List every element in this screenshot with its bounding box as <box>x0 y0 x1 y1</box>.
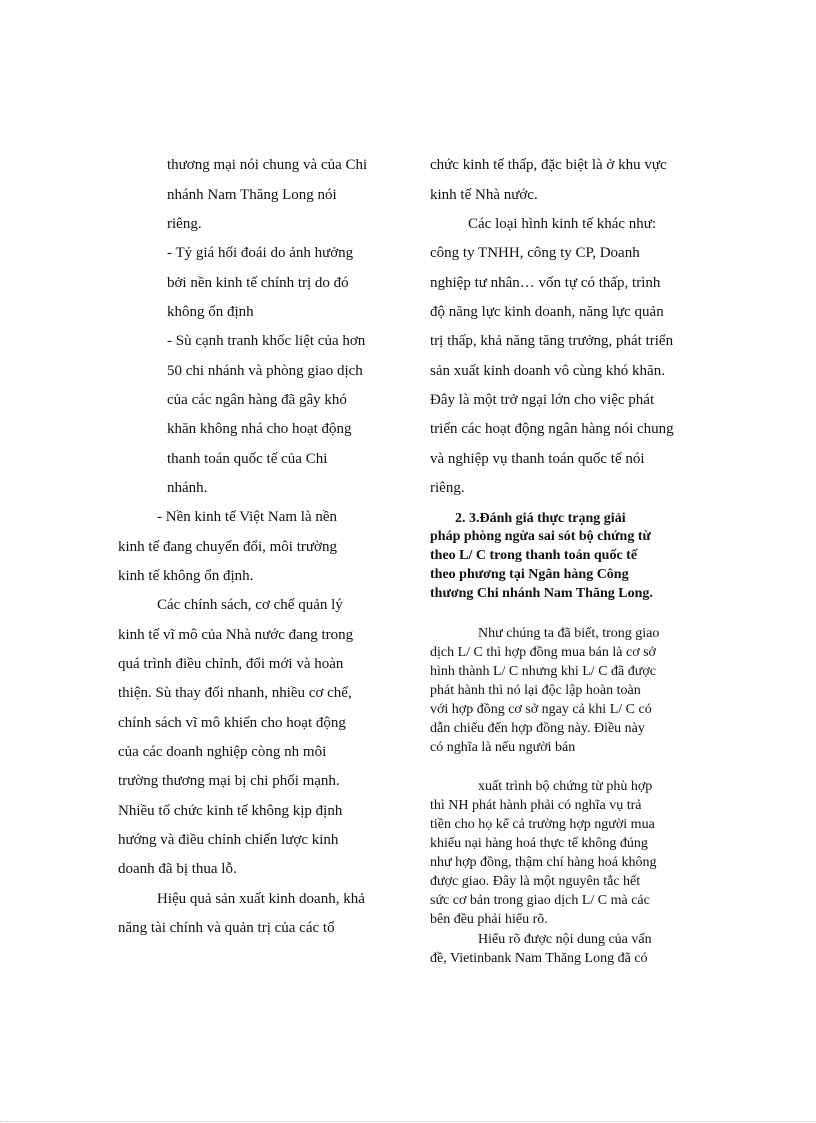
text-line: dịch L/ C thì hợp đồng mua bán là cơ sở <box>430 645 656 660</box>
text-line: quá trình điều chỉnh, đổi mới và hoàn <box>118 656 344 672</box>
text-line: - Tỷ giá hối đoái do ảnh hưởng <box>167 245 354 261</box>
text-line: nhánh. <box>167 480 208 496</box>
text-line: của các doanh nghiệp còng nh môi <box>118 744 327 760</box>
text-line: triển các hoạt động ngân hàng nói chung <box>430 421 674 437</box>
text-line: Hiệu quả sản xuất kinh doanh, khả <box>157 891 365 907</box>
text-line: kinh tế vĩ mô của Nhà nước đang trong <box>118 627 354 643</box>
text-line: trị thấp, khả năng tăng trưởng, phát triển <box>430 333 674 349</box>
text-line: bên đều phải hiểu rõ. <box>430 912 548 927</box>
text-line: bởi nền kinh tế chính trị do đó <box>167 275 349 291</box>
page-bottom-divider <box>0 1121 816 1122</box>
text-line: doanh đã bị thua lỗ. <box>118 861 237 877</box>
text-line: - Sù cạnh tranh khốc liệt của hơn <box>167 333 366 349</box>
text-line: có nghĩa là nếu người bán <box>430 740 576 755</box>
text-line: kinh tế đang chuyển đổi, môi trường <box>118 539 337 555</box>
text-line: Nhiều tổ chức kinh tế không kịp định <box>118 803 343 819</box>
text-line: thanh toán quốc tế của Chi <box>167 451 328 467</box>
text-line: nghiệp tư nhân… vốn tự có thấp, trình <box>430 275 661 291</box>
text-line: chức kinh tế thấp, đặc biệt là ở khu vực <box>430 157 667 173</box>
text-line: như hợp đồng, thậm chí hàng hoá không <box>430 855 657 870</box>
text-line: với hợp đồng cơ sở ngay cả khi L/ C có <box>430 702 652 717</box>
text-line: sức cơ bản trong giao dịch L/ C mà các <box>430 893 650 908</box>
text-line: riêng. <box>430 480 465 496</box>
text-line: hình thành L/ C nhưng khi L/ C đã được <box>430 664 656 679</box>
text-line: riêng. <box>167 216 202 232</box>
text-line: Như chúng ta đã biết, trong giao <box>478 626 660 641</box>
text-line: Các chính sách, cơ chế quản lý <box>157 597 343 613</box>
text-line: kinh tế Nhà nước. <box>430 187 538 203</box>
text-line: trường thương mại bị chi phối mạnh. <box>118 773 340 789</box>
text-line: thì NH phát hành phải có nghĩa vụ trả <box>430 798 642 813</box>
text-line: dẫn chiếu đến hợp đồng này. Điều này <box>430 721 645 736</box>
text-line: xuất trình bộ chứng từ phù hợp <box>478 779 653 794</box>
text-line: không ổn định <box>167 304 254 320</box>
text-line: Hiểu rõ được nội dung của vấn <box>478 932 652 947</box>
heading-line: 2. 3.Đánh giá thực trạng giải <box>455 511 626 526</box>
text-line: Đây là một trở ngại lớn cho việc phát <box>430 392 655 408</box>
text-line: độ năng lực kinh doanh, năng lực quản <box>430 304 664 320</box>
text-line: của các ngân hàng đã gây khó <box>167 392 347 408</box>
text-line: thương mại nói chung và của Chi <box>167 157 368 173</box>
text-line: được giao. Đây là một nguyên tắc hết <box>430 874 641 889</box>
heading-line: pháp phòng ngừa sai sót bộ chứng từ <box>430 529 651 544</box>
text-line: đề, Vietinbank Nam Thăng Long đã có <box>430 951 648 966</box>
text-line: Các loại hình kinh tế khác như: <box>468 216 657 232</box>
text-line: năng tài chính và quản trị của các tổ <box>118 920 335 936</box>
text-line: và nghiệp vụ thanh toán quốc tế nói <box>430 451 645 467</box>
text-line: chính sách vĩ mô khiến cho hoạt động <box>118 715 346 731</box>
text-line: tiền cho họ kể cả trường hợp người mua <box>430 817 655 832</box>
text-line: hướng và điều chỉnh chiến lược kinh <box>118 832 339 848</box>
text-line: sản xuất kinh doanh vô cùng khó khăn. <box>430 363 665 379</box>
text-line: thiện. Sù thay đổi nhanh, nhiều cơ chế, <box>118 685 352 701</box>
text-line: phát hành thì nó lại độc lập hoàn toàn <box>430 683 641 698</box>
text-line: khiếu nại hàng hoá thực tế không đúng <box>430 836 648 851</box>
heading-line: theo phương tại Ngân hàng Công <box>430 567 629 582</box>
heading-line: theo L/ C trong thanh toán quốc tế <box>430 548 638 563</box>
text-line: khăn không nhá cho hoạt động <box>167 421 352 437</box>
text-line: 50 chi nhánh và phòng giao dịch <box>167 363 363 379</box>
text-line: - Nền kinh tế Việt Nam là nền <box>157 509 338 525</box>
text-line: công ty TNHH, công ty CP, Doanh <box>430 245 640 261</box>
text-line: kinh tế không ổn định. <box>118 568 254 584</box>
text-line: nhánh Nam Thăng Long nói <box>167 187 337 203</box>
heading-line: thương Chi nhánh Nam Thăng Long. <box>430 586 653 601</box>
